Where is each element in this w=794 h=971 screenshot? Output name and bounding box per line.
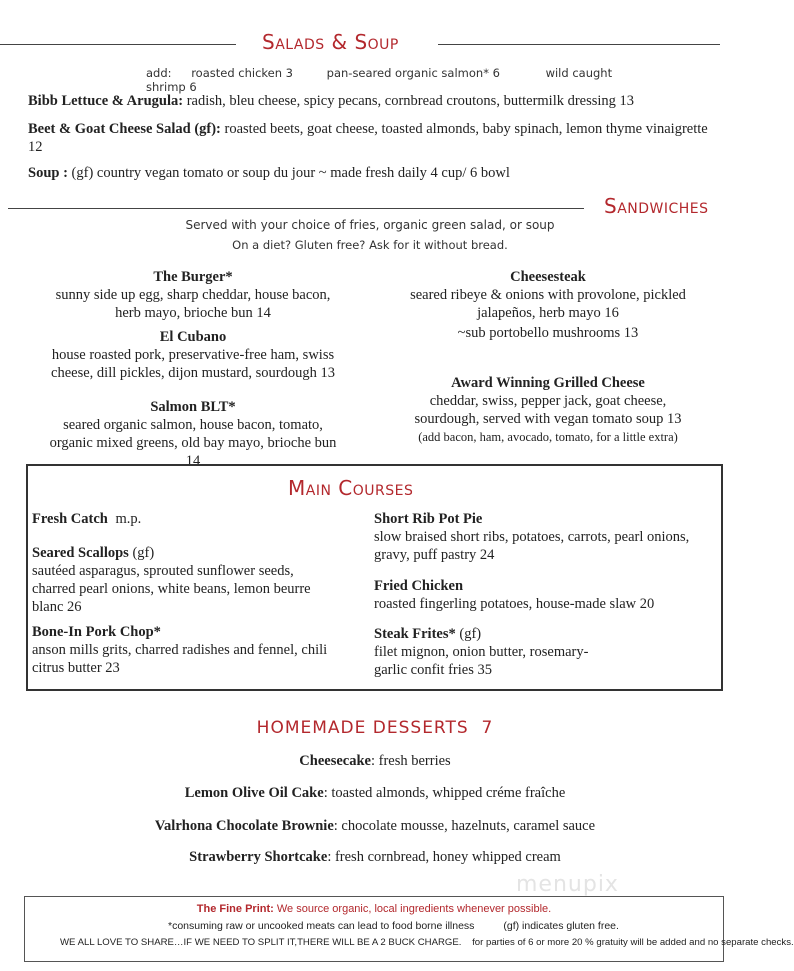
dessert-item <box>50 752 700 770</box>
main-item <box>32 510 332 528</box>
item-desc: : fresh berries <box>370 753 451 769</box>
item-desc: sunny side up egg, sharp cheddar, house bacon, herb mayo, brioche bun 14 <box>55 287 331 321</box>
fine-print-text: (gf) indicates gluten free. <box>503 920 619 932</box>
item-desc: : chocolate mousse, hazelnuts, caramel sauce <box>333 818 596 834</box>
sandwich-item <box>28 268 358 322</box>
item-desc: roasted fingerling potatoes, house-made slaw 20 <box>374 596 655 612</box>
fine-print-text: *consuming raw or uncooked meats can lead to food borne illness <box>168 920 475 932</box>
item-desc: (gf) country vegan tomato or soup du jour ~ made fresh daily 4 cup/ 6 bowl <box>71 165 510 181</box>
section-heading-salads: Salads & Soup <box>262 30 399 54</box>
section-heading-main: Main Courses <box>288 476 414 500</box>
item-desc: : fresh cornbread, honey whipped cream <box>327 849 561 865</box>
item-tag: (gf) <box>132 545 155 561</box>
item-desc: slow braised short ribs, potatoes, carrots, pearl onions, gravy, puff pastry 24 <box>374 529 690 563</box>
sandwich-item <box>18 398 368 470</box>
item-desc: filet mignon, onion butter, rosemary-garlic confit fries 35 <box>374 644 589 678</box>
main-item <box>32 623 347 677</box>
item-name: Bone-In Pork Chop* <box>32 624 161 640</box>
item-name: Strawberry Shortcake <box>189 849 328 865</box>
add-shrimp: wild caught shrimp 6 <box>146 66 613 94</box>
item-name: Valrhona Chocolate Brownie <box>154 818 334 834</box>
sandwich-note: On a diet? Gluten free? Ask for it without bread. <box>232 238 508 252</box>
section-heading-sandwiches: Sandwiches <box>604 194 709 218</box>
item-name: Cheesecake <box>299 753 371 769</box>
item-desc: m.p. <box>115 511 142 527</box>
item-extra: (add bacon, ham, avocado, tomato, for a little extra) <box>418 430 678 444</box>
item-desc: house roasted pork, preservative-free ham, swiss cheese, dill pickles, dijon mustard, sourdough 13 <box>51 347 335 381</box>
sandwich-sub-option <box>386 324 710 342</box>
item-name: The Burger* <box>153 269 233 285</box>
item-tag: (gf) <box>459 626 482 642</box>
item-name: El Cubano <box>159 329 227 345</box>
add-label: add: <box>146 66 172 80</box>
item-desc: radish, bleu cheese, spicy pecans, cornbread croutons, buttermilk dressing 13 <box>186 93 635 109</box>
item-desc: : toasted almonds, whipped créme fraîche <box>323 785 566 801</box>
item-name: Fresh Catch <box>32 511 108 527</box>
item-name: Soup : <box>28 165 68 181</box>
item-desc: seared ribeye & onions with provolone, pickled jalapeños, herb mayo 16 <box>410 287 686 321</box>
section-heading-desserts: HOMEMADE DESSERTS 7 <box>256 718 494 738</box>
item-desc: roasted beets, goat cheese, toasted almonds, baby spinach, lemon thyme vinaigrette 12 <box>28 121 708 155</box>
dessert-item <box>50 817 700 835</box>
item-desc: ~sub portobello mushrooms 13 <box>457 325 639 341</box>
divider <box>0 44 236 45</box>
main-item <box>374 510 719 564</box>
main-item <box>374 625 604 679</box>
item-desc: cheddar, swiss, pepper jack, goat cheese, sourdough, served with vegan tomato soup 13 <box>414 393 682 427</box>
watermark: menupix <box>516 872 619 897</box>
add-chicken: roasted chicken 3 <box>191 66 293 80</box>
fine-print-line <box>168 920 708 932</box>
fine-print-label: The Fine Print: <box>196 903 274 915</box>
dessert-item <box>50 784 700 802</box>
item-name: Beet & Goat Cheese Salad (gf): <box>28 121 221 137</box>
sandwich-note: Served with your choice of fries, organic green salad, or soup <box>185 218 555 232</box>
salad-item <box>28 92 718 110</box>
add-ons-row <box>146 66 616 94</box>
item-name: Cheesesteak <box>510 269 586 285</box>
fine-print-line <box>26 903 722 915</box>
dessert-item <box>50 848 700 866</box>
item-name: Steak Frites* <box>374 626 456 642</box>
item-name: Lemon Olive Oil Cake <box>184 785 324 801</box>
fine-print-text: We source organic, local ingredients whenever possible. <box>276 903 552 915</box>
sandwich-item <box>386 268 710 322</box>
fine-print-text: WE ALL LOVE TO SHARE…IF WE NEED TO SPLIT IT,THERE WILL BE A 2 BUCK CHARGE. <box>60 937 462 948</box>
add-salmon: pan-seared organic salmon* 6 <box>326 66 500 80</box>
item-name: Fried Chicken <box>374 578 464 594</box>
item-name: Seared Scallops <box>32 545 129 561</box>
item-desc: anson mills grits, charred radishes and fennel, chili citrus butter 23 <box>32 642 328 676</box>
item-name: Bibb Lettuce & Arugula: <box>28 93 184 109</box>
sandwich-item <box>18 328 368 382</box>
fine-print-line <box>60 937 794 948</box>
sandwich-item <box>386 374 710 446</box>
main-item <box>374 577 719 613</box>
main-item <box>32 544 332 616</box>
divider <box>8 208 584 209</box>
salad-item <box>28 120 718 156</box>
divider <box>438 44 720 45</box>
salad-item <box>28 164 718 182</box>
fine-print-text: for parties of 6 or more 20 % gratuity will be added and no separate checks. <box>472 937 794 948</box>
item-name: Award Winning Grilled Cheese <box>451 375 645 391</box>
item-name: Short Rib Pot Pie <box>374 511 483 527</box>
item-desc: seared organic salmon, house bacon, tomato, organic mixed greens, old bay mayo, brioche bun 14 <box>49 417 337 469</box>
item-name: Salmon BLT* <box>150 399 236 415</box>
item-desc: sautéed asparagus, sprouted sunflower seeds, charred pearl onions, white beans, lemon beurre blanc 26 <box>32 563 311 615</box>
